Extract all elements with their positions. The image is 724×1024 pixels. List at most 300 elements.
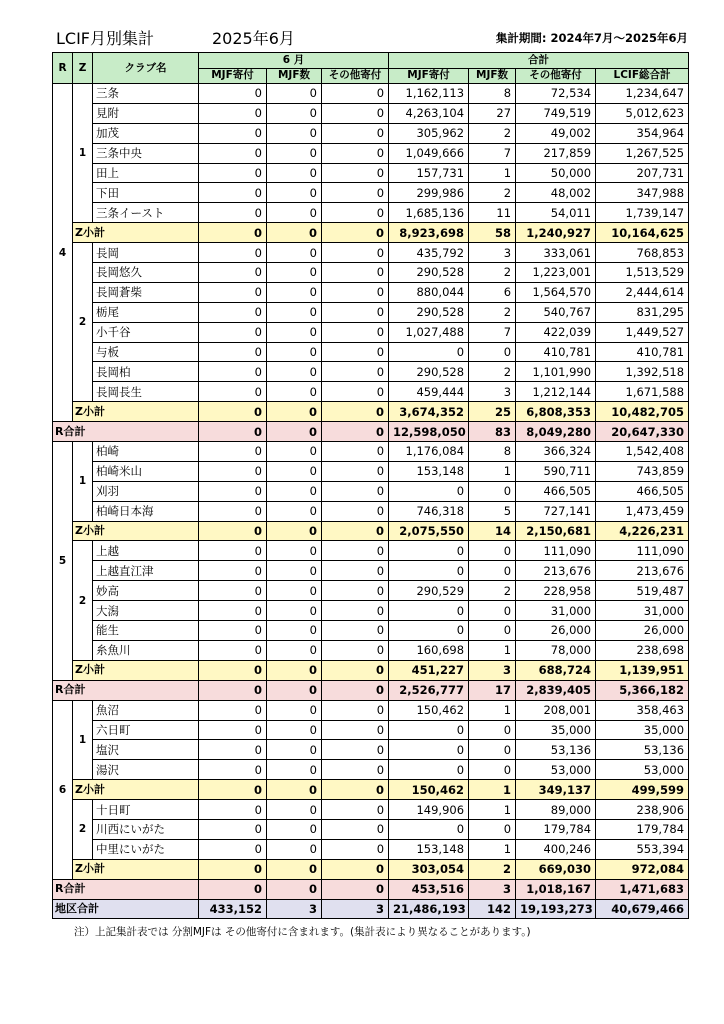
value-cell: 0 (267, 740, 322, 760)
value-cell: 400,246 (516, 839, 596, 859)
value-cell: 0 (322, 780, 389, 800)
club-row (53, 541, 689, 561)
value-cell: 0 (267, 481, 322, 501)
district-total-label: 地区合計 (53, 899, 199, 919)
zone-number: 1 (73, 442, 93, 522)
value-cell: 21,486,193 (389, 899, 469, 919)
value-cell: 0 (469, 342, 516, 362)
value-cell: 54,011 (516, 203, 596, 223)
region-number: 4 (53, 84, 73, 422)
value-cell: 0 (199, 700, 267, 720)
value-cell: 0 (322, 561, 389, 581)
value-cell: 0 (389, 481, 469, 501)
value-cell: 0 (322, 143, 389, 163)
zone-subtotal-label: Z小計 (73, 402, 199, 422)
region-total-row (53, 680, 689, 700)
value-cell: 410,781 (596, 342, 689, 362)
value-cell: 3 (469, 879, 516, 899)
value-cell: 688,724 (516, 660, 596, 680)
value-cell: 0 (322, 203, 389, 223)
value-cell: 53,000 (516, 760, 596, 780)
value-cell: 1,139,951 (596, 660, 689, 680)
value-cell: 0 (199, 481, 267, 501)
value-cell: 5,366,182 (596, 680, 689, 700)
club-name: 三条中央 (93, 143, 199, 163)
club-row (53, 382, 689, 402)
value-cell: 4,263,104 (389, 103, 469, 123)
value-cell: 19,193,273 (516, 899, 596, 919)
value-cell: 31,000 (516, 601, 596, 621)
value-cell: 0 (199, 263, 267, 283)
club-row (53, 243, 689, 263)
zone-number: 2 (73, 541, 93, 660)
club-row (53, 442, 689, 462)
value-cell: 347,988 (596, 183, 689, 203)
value-cell: 0 (199, 839, 267, 859)
value-cell: 972,084 (596, 859, 689, 879)
club-name: 湯沢 (93, 760, 199, 780)
club-name: 長岡長生 (93, 382, 199, 402)
zone-subtotal-row (53, 402, 689, 422)
value-cell: 160,698 (389, 640, 469, 660)
value-cell: 0 (267, 442, 322, 462)
region-total-label: R合計 (53, 879, 199, 899)
value-cell: 0 (322, 601, 389, 621)
club-row (53, 203, 689, 223)
club-name: 小千谷 (93, 322, 199, 342)
club-row (53, 700, 689, 720)
value-cell: 0 (199, 203, 267, 223)
club-name: 柏崎 (93, 442, 199, 462)
value-cell: 0 (322, 243, 389, 263)
value-cell: 333,061 (516, 243, 596, 263)
club-name: 上越 (93, 541, 199, 561)
value-cell: 0 (199, 521, 267, 541)
value-cell: 0 (267, 521, 322, 541)
value-cell: 0 (267, 362, 322, 382)
col-r: R (53, 53, 73, 84)
value-cell: 410,781 (516, 342, 596, 362)
col-mjf-count: MJF数 (267, 68, 322, 84)
region-number: 6 (53, 700, 73, 879)
col-lcif-total: LCIF総合計 (596, 68, 689, 84)
value-cell: 2 (469, 123, 516, 143)
value-cell: 0 (322, 84, 389, 104)
value-cell: 0 (322, 800, 389, 820)
value-cell: 451,227 (389, 660, 469, 680)
value-cell: 0 (199, 243, 267, 263)
value-cell: 0 (322, 322, 389, 342)
club-name: 田上 (93, 163, 199, 183)
value-cell: 1 (469, 163, 516, 183)
value-cell: 1,101,990 (516, 362, 596, 382)
value-cell: 1,223,001 (516, 263, 596, 283)
value-cell: 6 (469, 282, 516, 302)
value-cell: 0 (389, 621, 469, 641)
value-cell: 12,598,050 (389, 422, 469, 442)
club-name: 川西にいがた (93, 819, 199, 839)
zone-number: 1 (73, 84, 93, 223)
value-cell: 0 (199, 123, 267, 143)
club-row (53, 640, 689, 660)
value-cell: 0 (199, 402, 267, 422)
value-cell: 0 (267, 640, 322, 660)
zone-number: 2 (73, 243, 93, 402)
value-cell: 2 (469, 183, 516, 203)
value-cell: 354,964 (596, 123, 689, 143)
value-cell: 0 (199, 720, 267, 740)
value-cell: 142 (469, 899, 516, 919)
value-cell: 2 (469, 581, 516, 601)
region-total-label: R合計 (53, 422, 199, 442)
club-row (53, 322, 689, 342)
value-cell: 0 (389, 720, 469, 740)
value-cell: 213,676 (516, 561, 596, 581)
value-cell: 0 (267, 322, 322, 342)
value-cell: 366,324 (516, 442, 596, 462)
value-cell: 349,137 (516, 780, 596, 800)
value-cell: 0 (322, 680, 389, 700)
value-cell: 17 (469, 680, 516, 700)
value-cell: 2,150,681 (516, 521, 596, 541)
club-row (53, 282, 689, 302)
value-cell: 1 (469, 780, 516, 800)
col-mjf-amount: MJF寄付 (199, 68, 267, 84)
value-cell: 0 (469, 601, 516, 621)
value-cell: 8,049,280 (516, 422, 596, 442)
value-cell: 290,528 (389, 302, 469, 322)
value-cell: 0 (199, 501, 267, 521)
value-cell: 0 (199, 680, 267, 700)
value-cell: 1,564,570 (516, 282, 596, 302)
value-cell: 0 (322, 541, 389, 561)
value-cell: 0 (322, 282, 389, 302)
value-cell: 1,267,525 (596, 143, 689, 163)
value-cell: 466,505 (596, 481, 689, 501)
value-cell: 0 (267, 302, 322, 322)
value-cell: 53,136 (596, 740, 689, 760)
value-cell: 553,394 (596, 839, 689, 859)
value-cell: 0 (267, 601, 322, 621)
club-name: 柏崎米山 (93, 461, 199, 481)
value-cell: 0 (267, 720, 322, 740)
club-row (53, 760, 689, 780)
value-cell: 20,647,330 (596, 422, 689, 442)
value-cell: 0 (469, 760, 516, 780)
value-cell: 49,002 (516, 123, 596, 143)
value-cell: 0 (389, 541, 469, 561)
value-cell: 435,792 (389, 243, 469, 263)
report-month: 2025年6月 (212, 29, 295, 48)
club-row (53, 103, 689, 123)
value-cell: 0 (267, 163, 322, 183)
value-cell: 7 (469, 143, 516, 163)
club-name: 三条イースト (93, 203, 199, 223)
value-cell: 290,528 (389, 263, 469, 283)
club-name: 十日町 (93, 800, 199, 820)
club-name: 六日町 (93, 720, 199, 740)
value-cell: 459,444 (389, 382, 469, 402)
value-cell: 0 (199, 640, 267, 660)
value-cell: 157,731 (389, 163, 469, 183)
club-row (53, 581, 689, 601)
value-cell: 31,000 (596, 601, 689, 621)
club-row (53, 302, 689, 322)
value-cell: 14 (469, 521, 516, 541)
value-cell: 0 (322, 521, 389, 541)
value-cell: 0 (267, 839, 322, 859)
value-cell: 0 (389, 740, 469, 760)
value-cell: 1 (469, 640, 516, 660)
value-cell: 0 (469, 541, 516, 561)
value-cell: 0 (267, 263, 322, 283)
value-cell: 499,599 (596, 780, 689, 800)
value-cell: 0 (199, 163, 267, 183)
value-cell: 1,018,167 (516, 879, 596, 899)
col-total-mjf-count: MJF数 (469, 68, 516, 84)
value-cell: 0 (469, 819, 516, 839)
value-cell: 0 (322, 422, 389, 442)
value-cell: 0 (267, 123, 322, 143)
value-cell: 58 (469, 223, 516, 243)
col-other: その他寄付 (322, 68, 389, 84)
value-cell: 0 (267, 621, 322, 641)
value-cell: 3 (322, 899, 389, 919)
value-cell: 0 (389, 342, 469, 362)
value-cell: 1 (469, 839, 516, 859)
value-cell: 0 (267, 342, 322, 362)
value-cell: 0 (469, 621, 516, 641)
value-cell: 179,784 (596, 819, 689, 839)
value-cell: 831,295 (596, 302, 689, 322)
region-number: 5 (53, 442, 73, 681)
header-row-1 (53, 53, 689, 69)
value-cell: 0 (322, 263, 389, 283)
value-cell: 0 (199, 422, 267, 442)
value-cell: 2,839,405 (516, 680, 596, 700)
value-cell: 1,049,666 (389, 143, 469, 163)
footnote: 注）上記集計表では 分割MJFは その他寄付に含まれます。(集計表により異なることがあります。) (74, 926, 531, 938)
value-cell: 0 (199, 84, 267, 104)
value-cell: 40,679,466 (596, 899, 689, 919)
value-cell: 0 (199, 780, 267, 800)
value-cell: 1,027,488 (389, 322, 469, 342)
value-cell: 11 (469, 203, 516, 223)
value-cell: 0 (322, 859, 389, 879)
value-cell: 0 (469, 481, 516, 501)
value-cell: 0 (199, 461, 267, 481)
club-name: 加茂 (93, 123, 199, 143)
value-cell: 0 (199, 819, 267, 839)
value-cell: 6,808,353 (516, 402, 596, 422)
value-cell: 0 (199, 302, 267, 322)
value-cell: 78,000 (516, 640, 596, 660)
value-cell: 0 (322, 461, 389, 481)
value-cell: 0 (267, 501, 322, 521)
club-name: 中里にいがた (93, 839, 199, 859)
value-cell: 0 (267, 760, 322, 780)
value-cell: 0 (199, 282, 267, 302)
value-cell: 0 (199, 103, 267, 123)
value-cell: 0 (199, 322, 267, 342)
club-name: 長岡悠久 (93, 263, 199, 283)
value-cell: 0 (322, 760, 389, 780)
club-row (53, 183, 689, 203)
value-cell: 0 (199, 601, 267, 621)
value-cell: 72,534 (516, 84, 596, 104)
value-cell: 1,162,113 (389, 84, 469, 104)
value-cell: 53,000 (596, 760, 689, 780)
value-cell: 2 (469, 362, 516, 382)
value-cell: 1 (469, 700, 516, 720)
zone-number: 1 (73, 700, 93, 780)
value-cell: 0 (199, 342, 267, 362)
value-cell: 743,859 (596, 461, 689, 481)
value-cell: 0 (322, 163, 389, 183)
value-cell: 0 (267, 203, 322, 223)
value-cell: 0 (199, 621, 267, 641)
value-cell: 0 (199, 223, 267, 243)
value-cell: 26,000 (516, 621, 596, 641)
club-row (53, 163, 689, 183)
club-name: 魚沼 (93, 700, 199, 720)
value-cell: 0 (267, 859, 322, 879)
value-cell: 111,090 (516, 541, 596, 561)
value-cell: 0 (267, 223, 322, 243)
value-cell: 0 (199, 800, 267, 820)
value-cell: 0 (267, 183, 322, 203)
club-row (53, 720, 689, 740)
value-cell: 153,148 (389, 461, 469, 481)
club-name: 大潟 (93, 601, 199, 621)
club-row (53, 461, 689, 481)
region-total-row (53, 422, 689, 442)
value-cell: 0 (322, 442, 389, 462)
value-cell: 1,542,408 (596, 442, 689, 462)
value-cell: 25 (469, 402, 516, 422)
value-cell: 727,141 (516, 501, 596, 521)
club-row (53, 839, 689, 859)
zone-subtotal-row (53, 660, 689, 680)
value-cell: 0 (267, 581, 322, 601)
value-cell: 0 (322, 740, 389, 760)
value-cell: 0 (469, 740, 516, 760)
value-cell: 2,526,777 (389, 680, 469, 700)
value-cell: 0 (267, 800, 322, 820)
value-cell: 83 (469, 422, 516, 442)
zone-subtotal-row (53, 223, 689, 243)
col-month-group: 6 月 (199, 53, 389, 69)
club-row (53, 342, 689, 362)
club-name: 与板 (93, 342, 199, 362)
value-cell: 153,148 (389, 839, 469, 859)
value-cell: 27 (469, 103, 516, 123)
value-cell: 749,519 (516, 103, 596, 123)
col-total-group: 合計 (389, 53, 689, 69)
club-name: 糸魚川 (93, 640, 199, 660)
value-cell: 0 (322, 879, 389, 899)
value-cell: 1,739,147 (596, 203, 689, 223)
value-cell: 0 (199, 143, 267, 163)
club-row (53, 84, 689, 104)
club-row (53, 740, 689, 760)
value-cell: 3 (469, 243, 516, 263)
value-cell: 8 (469, 442, 516, 462)
club-name: 妙高 (93, 581, 199, 601)
value-cell: 1,234,647 (596, 84, 689, 104)
value-cell: 0 (267, 561, 322, 581)
value-cell: 208,001 (516, 700, 596, 720)
value-cell: 213,676 (596, 561, 689, 581)
club-row (53, 481, 689, 501)
value-cell: 149,906 (389, 800, 469, 820)
value-cell: 0 (322, 640, 389, 660)
zone-subtotal-row (53, 859, 689, 879)
value-cell: 519,487 (596, 581, 689, 601)
value-cell: 0 (322, 362, 389, 382)
club-name: 長岡 (93, 243, 199, 263)
region-total-row (53, 879, 689, 899)
zone-number: 2 (73, 800, 93, 860)
value-cell: 207,731 (596, 163, 689, 183)
club-name: 長岡柏 (93, 362, 199, 382)
zone-subtotal-row (53, 780, 689, 800)
zone-subtotal-label: Z小計 (73, 660, 199, 680)
zone-subtotal-row (53, 521, 689, 541)
value-cell: 305,962 (389, 123, 469, 143)
value-cell: 0 (267, 243, 322, 263)
value-cell: 1 (469, 461, 516, 481)
zone-subtotal-label: Z小計 (73, 780, 199, 800)
value-cell: 0 (199, 442, 267, 462)
value-cell: 10,482,705 (596, 402, 689, 422)
value-cell: 590,711 (516, 461, 596, 481)
value-cell: 0 (322, 382, 389, 402)
value-cell: 290,528 (389, 362, 469, 382)
value-cell: 150,462 (389, 700, 469, 720)
value-cell: 0 (322, 342, 389, 362)
value-cell: 422,039 (516, 322, 596, 342)
club-name: 能生 (93, 621, 199, 641)
club-name: 刈羽 (93, 481, 199, 501)
club-row (53, 621, 689, 641)
value-cell: 0 (199, 183, 267, 203)
value-cell: 0 (267, 780, 322, 800)
value-cell: 0 (322, 501, 389, 521)
value-cell: 228,958 (516, 581, 596, 601)
value-cell: 0 (322, 223, 389, 243)
club-row (53, 263, 689, 283)
value-cell: 0 (267, 402, 322, 422)
value-cell: 0 (322, 660, 389, 680)
value-cell: 1,212,144 (516, 382, 596, 402)
report-period: 集計期間: 2024年7月～2025年6月 (495, 31, 688, 45)
club-row (53, 561, 689, 581)
value-cell: 746,318 (389, 501, 469, 521)
col-z: Z (73, 53, 93, 84)
value-cell: 0 (322, 700, 389, 720)
value-cell: 0 (267, 143, 322, 163)
value-cell: 0 (267, 382, 322, 402)
club-row (53, 501, 689, 521)
value-cell: 0 (267, 700, 322, 720)
value-cell: 0 (469, 720, 516, 740)
value-cell: 0 (389, 819, 469, 839)
value-cell: 0 (469, 561, 516, 581)
value-cell: 0 (199, 382, 267, 402)
value-cell: 1,473,459 (596, 501, 689, 521)
value-cell: 111,090 (596, 541, 689, 561)
